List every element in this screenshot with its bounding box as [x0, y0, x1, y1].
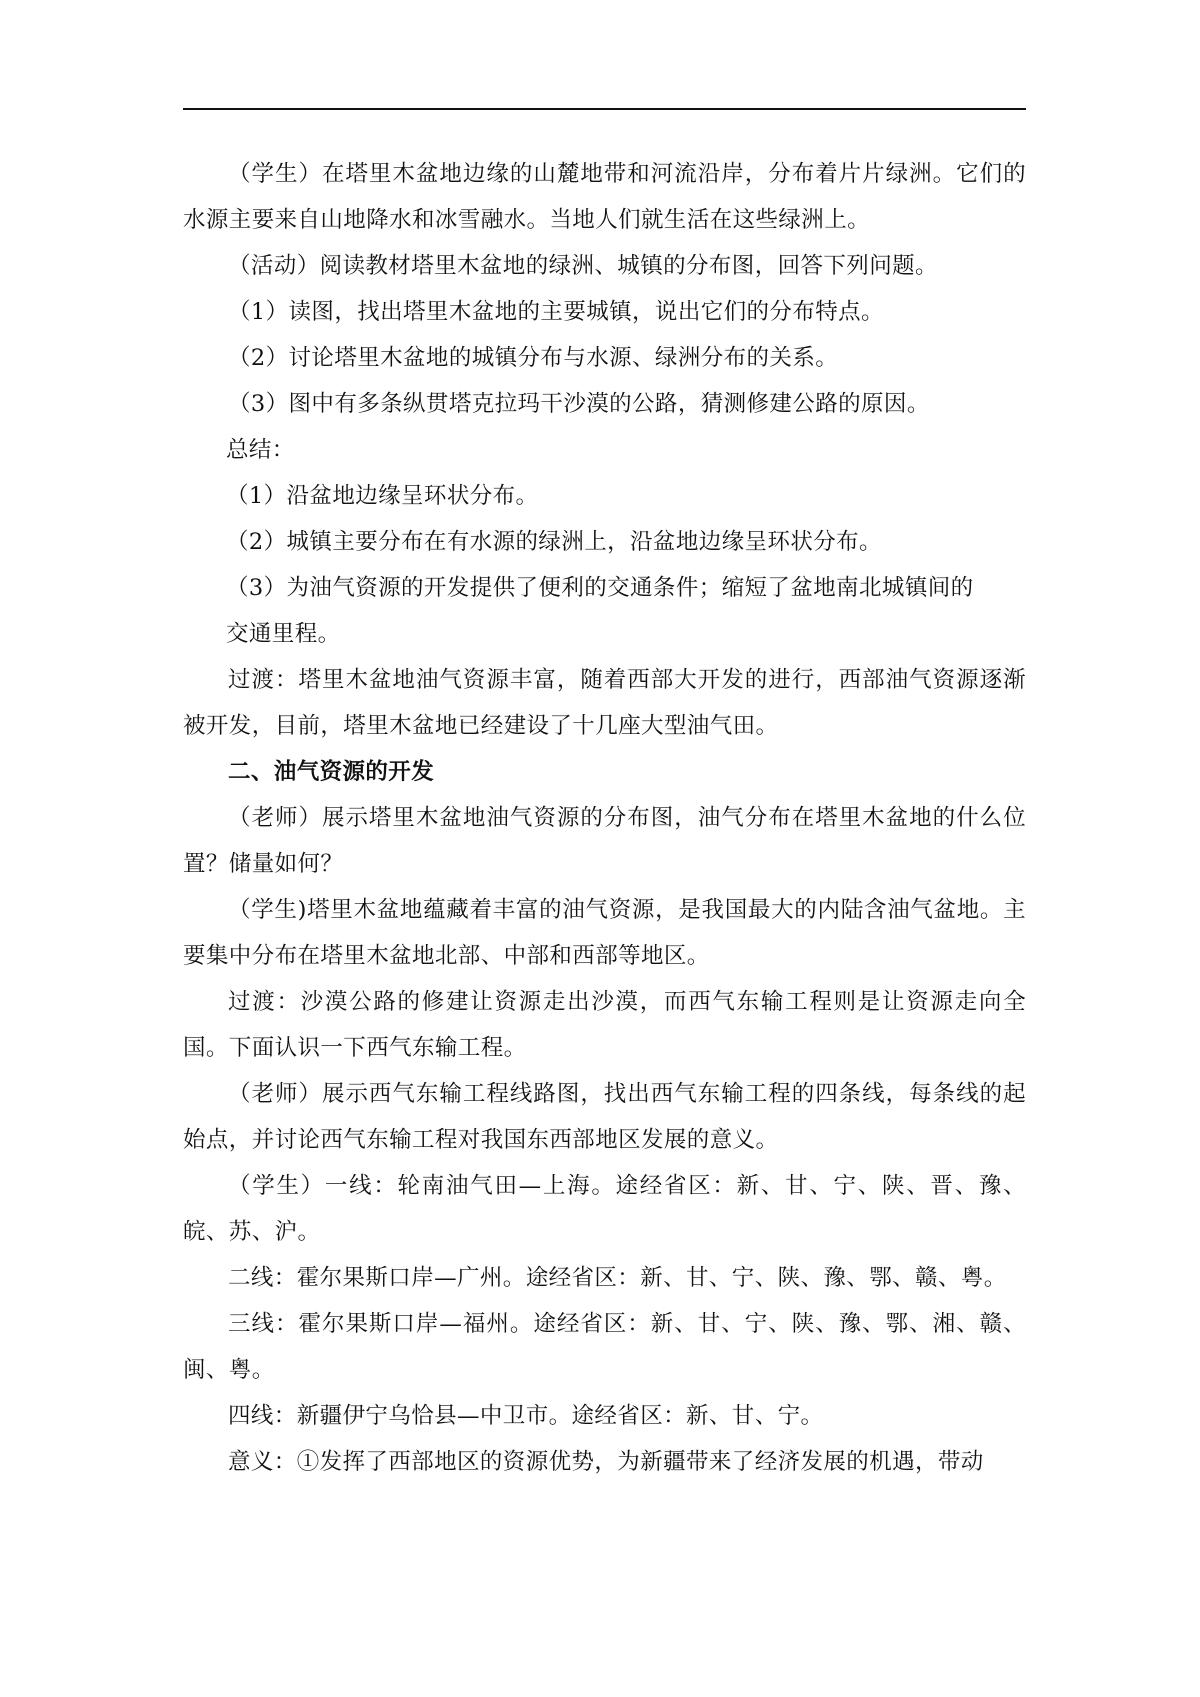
header-rule — [183, 108, 1026, 110]
paragraph-teacher-pipeline-map: （老师）展示西气东输工程线路图，找出西气东输工程的四条线，每条线的起始点，并讨论西气东输工程对我国东西部地区发展的意义。 — [183, 1081, 1026, 1153]
paragraph-significance: 意义：①发挥了西部地区的资源优势，为新疆带来了经济发展的机遇，带动 — [228, 1449, 984, 1475]
paragraph-transition-oil: 过渡：塔里木盆地油气资源丰富，随着西部大开发的进行，西部油气资源逐渐被开发，目前，塔里木盆地已经建设了十几座大型油气田。 — [183, 667, 1026, 739]
paragraph-activity: （活动）阅读教材塔里木盆地的绿洲、城镇的分布图，回答下列问题。 — [228, 253, 938, 279]
question-1: （1）读图，找出塔里木盆地的主要城镇，说出它们的分布特点。 — [228, 299, 884, 325]
question-3: （3）图中有多条纵贯塔克拉玛干沙漠的公路，猜测修建公路的原因。 — [228, 391, 930, 417]
paragraph-transition-pipeline: 过渡：沙漠公路的修建让资源走出沙漠，而西气东输工程则是让资源走向全国。下面认识一下西气东输工程。 — [183, 989, 1026, 1061]
pipeline-line-4: 四线：新疆伊宁乌恰县—中卫市。途经省区：新、甘、宁。 — [228, 1403, 824, 1429]
summary-2: （2）城镇主要分布在有水源的绿洲上，沿盆地边缘呈环状分布。 — [226, 529, 882, 555]
pipeline-line-3: 三线：霍尔果斯口岸—福州。途经省区：新、甘、宁、陕、豫、鄂、湘、赣、闽、粤。 — [183, 1311, 1026, 1383]
summary-3: （3）为油气资源的开发提供了便利的交通条件；缩短了盆地南北城镇间的 — [226, 575, 974, 601]
paragraph-oasis-distribution: （学生）在塔里木盆地边缘的山麓地带和河流沿岸，分布着片片绿洲。它们的水源主要来自山地降水和冰雪融水。当地人们就生活在这些绿洲上。 — [183, 161, 1026, 233]
pipeline-line-2: 二线：霍尔果斯口岸—广州。途经省区：新、甘、宁、陕、豫、鄂、赣、粤。 — [228, 1265, 1007, 1291]
summary-1: （1）沿盆地边缘呈环状分布。 — [226, 483, 539, 509]
summary-heading: 总结： — [226, 437, 295, 463]
paragraph-student-oil-reserves: （学生)塔里木盆地蕴藏着丰富的油气资源，是我国最大的内陆含油气盆地。主要集中分布在塔里木盆地北部、中部和西部等地区。 — [183, 897, 1026, 969]
pipeline-line-1: （学生）一线：轮南油气田—上海。途经省区：新、甘、宁、陕、晋、豫、皖、苏、沪。 — [183, 1173, 1026, 1245]
paragraph-teacher-oil-map: （老师）展示塔里木盆地油气资源的分布图，油气分布在塔里木盆地的什么位置？储量如何？ — [183, 805, 1026, 877]
question-2: （2）讨论塔里木盆地的城镇分布与水源、绿洲分布的关系。 — [228, 345, 839, 371]
summary-3-continued: 交通里程。 — [226, 621, 341, 647]
section-heading-oil-gas: 二、油气资源的开发 — [228, 759, 435, 785]
